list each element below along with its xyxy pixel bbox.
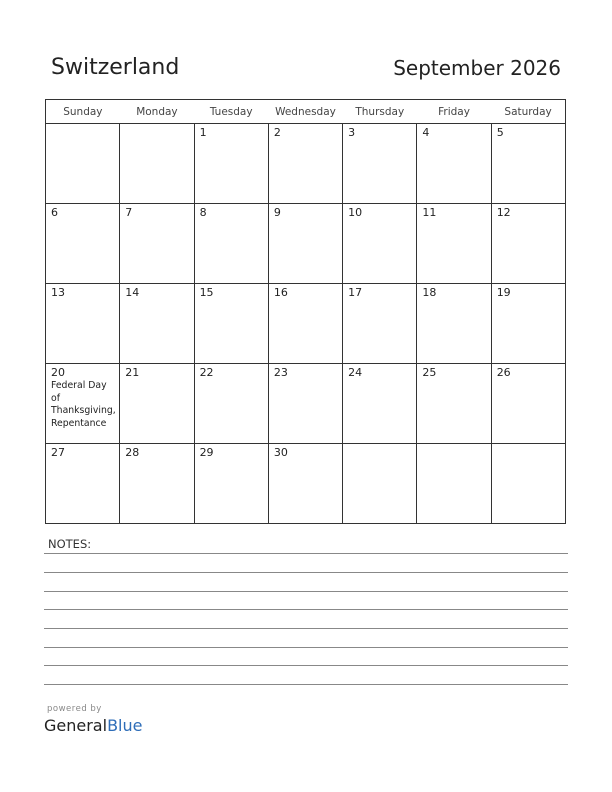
day-cell — [120, 124, 194, 204]
day-number: 2 — [273, 126, 281, 139]
weekday-friday: Friday — [417, 100, 491, 124]
day-number: 1 — [199, 126, 207, 139]
day-cell — [268, 204, 342, 284]
day-cell — [268, 284, 342, 364]
notes-line — [44, 591, 568, 592]
day-cell — [491, 284, 565, 364]
weekday-header-row — [46, 100, 566, 124]
notes-line — [44, 553, 568, 554]
day-cell — [46, 204, 120, 284]
day-cell — [268, 444, 342, 524]
day-cell — [343, 284, 417, 364]
day-number: 14 — [125, 286, 140, 299]
day-cell — [120, 364, 194, 444]
day-cell — [46, 124, 120, 204]
day-number: 18 — [422, 286, 437, 299]
day-number: 10 — [348, 206, 363, 219]
day-number: 13 — [51, 286, 65, 299]
week-row — [46, 444, 566, 524]
month-title: September 2026 — [393, 56, 561, 80]
notes-line — [44, 609, 568, 610]
day-number: 12 — [496, 206, 511, 219]
logo-general: General — [44, 716, 108, 735]
day-cell — [417, 204, 491, 284]
day-cell — [343, 364, 417, 444]
notes-line — [44, 572, 568, 573]
day-number: 5 — [496, 126, 504, 139]
notes-line — [44, 628, 568, 629]
notes-line — [44, 665, 568, 666]
day-cell — [120, 444, 194, 524]
day-cell — [417, 284, 491, 364]
generalblue-logo[interactable] — [44, 716, 142, 735]
day-number: 20 — [51, 366, 65, 379]
day-number: 22 — [199, 366, 214, 379]
day-cell — [417, 444, 491, 524]
country-title: Switzerland — [51, 55, 180, 80]
weekday-monday: Monday — [120, 100, 194, 124]
day-number: 4 — [422, 126, 430, 139]
day-number: 23 — [273, 366, 288, 379]
notes-label: NOTES: — [48, 537, 92, 551]
day-cell — [343, 204, 417, 284]
day-number: 3 — [348, 126, 356, 139]
day-number: 17 — [348, 286, 363, 299]
day-cell — [46, 444, 120, 524]
weekday-tuesday: Tuesday — [194, 100, 268, 124]
day-cell — [491, 204, 565, 284]
logo-blue: Blue — [107, 716, 143, 735]
day-number: 6 — [51, 206, 58, 219]
day-number: 11 — [422, 206, 437, 219]
day-cell — [194, 444, 268, 524]
day-number: 29 — [199, 446, 214, 459]
week-row — [46, 204, 566, 284]
day-number: 9 — [273, 206, 281, 219]
day-number: 8 — [199, 206, 207, 219]
day-cell — [491, 124, 565, 204]
day-number: 7 — [125, 206, 133, 219]
day-cell — [120, 204, 194, 284]
weekday-wednesday: Wednesday — [268, 100, 342, 124]
day-number: 19 — [496, 286, 511, 299]
day-cell — [343, 444, 417, 524]
weekday-sunday: Sunday — [46, 100, 120, 124]
day-cell — [491, 364, 565, 444]
notes-line — [44, 684, 568, 685]
day-cell — [120, 284, 194, 364]
day-number: 15 — [199, 286, 214, 299]
day-cell — [417, 124, 491, 204]
day-cell — [194, 204, 268, 284]
day-cell — [46, 364, 120, 444]
day-cell — [194, 364, 268, 444]
week-row — [46, 284, 566, 364]
day-number: 24 — [348, 366, 363, 379]
day-number: 16 — [273, 286, 288, 299]
day-cell — [268, 124, 342, 204]
day-number: 25 — [422, 366, 437, 379]
day-number: 21 — [125, 366, 140, 379]
day-number: 26 — [496, 366, 511, 379]
day-cell — [417, 364, 491, 444]
notes-line — [44, 647, 568, 648]
day-cell — [194, 124, 268, 204]
day-number: 27 — [51, 446, 65, 459]
day-cell — [343, 124, 417, 204]
day-cell — [491, 444, 565, 524]
weekday-saturday: Saturday — [491, 100, 565, 124]
day-number: 30 — [273, 446, 288, 459]
day-cell — [268, 364, 342, 444]
weekday-thursday: Thursday — [343, 100, 417, 124]
day-cell — [194, 284, 268, 364]
week-row — [46, 364, 566, 444]
calendar-grid — [45, 99, 566, 524]
powered-by-text: powered by — [47, 704, 102, 714]
day-cell — [46, 284, 120, 364]
week-row — [46, 124, 566, 204]
holiday-label: Federal Day of Thanksgiving, Repentance — [51, 380, 116, 429]
day-number: 28 — [125, 446, 140, 459]
